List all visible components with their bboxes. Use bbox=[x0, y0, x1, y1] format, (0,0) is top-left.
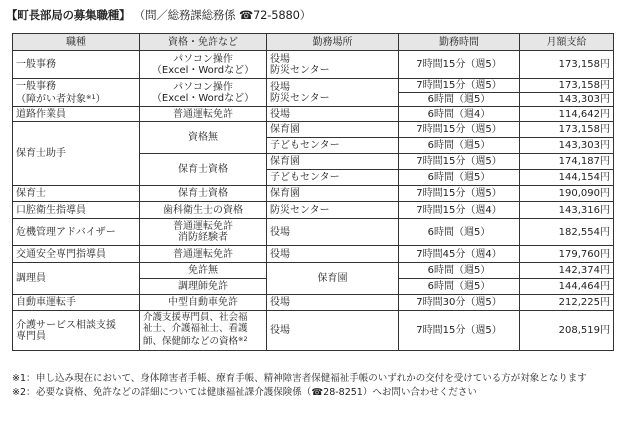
qualification bbox=[140, 311, 267, 351]
qualification: 保育士資格 bbox=[140, 154, 267, 186]
monthly-pay: 144,154円 bbox=[520, 170, 614, 186]
footnotes bbox=[12, 373, 622, 400]
job-name-line: 専門員 bbox=[16, 330, 46, 342]
job-name-line: （障がい者対象 bbox=[16, 93, 86, 105]
qualification bbox=[140, 51, 267, 79]
footnote-mark: ※2 bbox=[238, 335, 248, 344]
qualification-line: （Excel・Wordなど） bbox=[151, 92, 255, 104]
work-hours: 7時間15分（週5） bbox=[399, 154, 520, 170]
table-row bbox=[13, 51, 614, 79]
work-hours: 7時間15分（週5） bbox=[399, 122, 520, 138]
qualification: 普通運転免許 bbox=[140, 246, 267, 263]
qualification-line: パソコン操作 bbox=[173, 53, 233, 65]
qualification-line: 介護支援専門員、社会福 bbox=[143, 312, 248, 324]
job-name: 自動車運転手 bbox=[13, 295, 140, 311]
workplace: 保育園 bbox=[267, 122, 399, 138]
job-name: 口腔衛生指導員 bbox=[13, 202, 140, 219]
job-name: 保育士 bbox=[13, 186, 140, 202]
work-hours: 7時間15分（週5） bbox=[399, 51, 520, 79]
table-row bbox=[13, 219, 614, 246]
qualification bbox=[140, 219, 267, 246]
workplace: 役場 bbox=[267, 219, 399, 246]
qualification: 調理師免許 bbox=[140, 279, 267, 295]
job-name bbox=[13, 79, 140, 107]
work-hours: 6時間（週5） bbox=[399, 138, 520, 154]
qualification-line: パソコン操作 bbox=[173, 81, 233, 93]
qualification: 資格無 bbox=[140, 122, 267, 154]
title-main: 【町長部局の募集職種】 bbox=[6, 8, 131, 22]
job-name bbox=[13, 311, 140, 351]
workplace: 子どもセンター bbox=[267, 170, 399, 186]
footnote-mark: ※1 bbox=[86, 92, 96, 101]
monthly-pay: 179,760円 bbox=[520, 246, 614, 263]
table-row bbox=[13, 186, 614, 202]
monthly-pay: 212,225円 bbox=[520, 295, 614, 311]
monthly-pay: 173,158円 bbox=[520, 122, 614, 138]
qualification-line: （Excel・Wordなど） bbox=[151, 64, 255, 76]
monthly-pay: 142,374円 bbox=[520, 263, 614, 279]
workplace: 役場 bbox=[267, 295, 399, 311]
monthly-pay: 208,519円 bbox=[520, 311, 614, 351]
work-hours: 7時間15分（週5） bbox=[399, 186, 520, 202]
footnote bbox=[12, 373, 622, 385]
workplace-line: 防災センター bbox=[270, 64, 330, 76]
table-row bbox=[13, 295, 614, 311]
monthly-pay: 173,158円 bbox=[520, 51, 614, 79]
job-name-line: 一般事務 bbox=[16, 80, 56, 92]
job-table bbox=[12, 33, 614, 351]
monthly-pay: 173,158円 bbox=[520, 79, 614, 93]
header-hours: 勤務時間 bbox=[399, 34, 520, 51]
monthly-pay: 190,090円 bbox=[520, 186, 614, 202]
workplace: 役場 bbox=[267, 107, 399, 122]
work-hours: 7時間15分（週5） bbox=[399, 311, 520, 351]
qualification: 普通運転免許 bbox=[140, 107, 267, 122]
workplace-line: 防災センター bbox=[270, 92, 330, 104]
job-name: 調理員 bbox=[13, 263, 140, 295]
workplace: 防災センター bbox=[267, 202, 399, 219]
monthly-pay: 144,464円 bbox=[520, 279, 614, 295]
header-job: 職種 bbox=[13, 34, 140, 51]
footnote bbox=[12, 387, 622, 399]
job-name: 保育士助手 bbox=[13, 122, 140, 186]
monthly-pay: 174,187円 bbox=[520, 154, 614, 170]
table-row bbox=[13, 122, 614, 138]
footnote-text: 申し込み現在において、身体障害者手帳、療育手帳、精神障害者保健福祉手帳のいずれかの交付を受けている方が対象となります bbox=[36, 373, 587, 384]
table-row bbox=[13, 202, 614, 219]
table-row bbox=[13, 263, 614, 279]
work-hours: 6時間（週5） bbox=[399, 93, 520, 107]
workplace-line: 役場 bbox=[270, 53, 290, 65]
header-pay: 月額支給 bbox=[520, 34, 614, 51]
job-name-line: ） bbox=[95, 93, 106, 105]
title-contact: （問／総務課総務係 ☎72-5880） bbox=[133, 8, 312, 22]
workplace: 保育園 bbox=[267, 263, 399, 295]
workplace: 役場 bbox=[267, 311, 399, 351]
work-hours: 7時間45分（週4） bbox=[399, 246, 520, 263]
table-row bbox=[13, 311, 614, 351]
job-name-line: 介護サービス相談支援 bbox=[16, 319, 116, 331]
monthly-pay: 182,554円 bbox=[520, 219, 614, 246]
table-row bbox=[13, 107, 614, 122]
qualification bbox=[140, 79, 267, 107]
footnote-id: ※2： bbox=[12, 386, 36, 398]
header-workplace: 勤務場所 bbox=[267, 34, 399, 51]
qualification-line: 師、保健師などの資格 bbox=[143, 336, 239, 348]
header-qualification: 資格・免許など bbox=[140, 34, 267, 51]
table-row bbox=[13, 79, 614, 93]
job-name: 一般事務 bbox=[13, 51, 140, 79]
monthly-pay: 114,642円 bbox=[520, 107, 614, 122]
qualification: 中型自動車免許 bbox=[140, 295, 267, 311]
footnote-id: ※1： bbox=[12, 373, 36, 384]
work-hours: 7時間15分（週4） bbox=[399, 202, 520, 219]
work-hours: 6時間（週5） bbox=[399, 263, 520, 279]
job-name: 道路作業員 bbox=[13, 107, 140, 122]
qualification: 歯科衛生士の資格 bbox=[140, 202, 267, 219]
qualification: 保育士資格 bbox=[140, 186, 267, 202]
work-hours: 7時間15分（週5） bbox=[399, 79, 520, 93]
table-header-row bbox=[13, 34, 614, 51]
qualification: 免許無 bbox=[140, 263, 267, 279]
workplace bbox=[267, 79, 399, 107]
qualification-line: 普通運転免許 bbox=[173, 221, 233, 232]
workplace: 保育園 bbox=[267, 186, 399, 202]
workplace: 子どもセンター bbox=[267, 138, 399, 154]
work-hours: 6時間（週5） bbox=[399, 279, 520, 295]
qualification-line: 消防経験者 bbox=[178, 232, 228, 243]
workplace bbox=[267, 51, 399, 79]
job-name: 危機管理アドバイザー bbox=[13, 219, 140, 246]
workplace: 保育園 bbox=[267, 154, 399, 170]
work-hours: 6時間（週5） bbox=[399, 219, 520, 246]
work-hours: 7時間30分（週5） bbox=[399, 295, 520, 311]
monthly-pay: 143,316円 bbox=[520, 202, 614, 219]
qualification-line: 祉士、介護福祉士、看護 bbox=[143, 322, 248, 334]
table-row bbox=[13, 246, 614, 263]
footnote-text: 必要な資格、免許などの詳細については健康福祉課介護保険係（☎28-8251）へお問い合わせください bbox=[36, 386, 477, 398]
monthly-pay: 143,303円 bbox=[520, 93, 614, 107]
monthly-pay: 143,303円 bbox=[520, 138, 614, 154]
page-title bbox=[6, 7, 311, 23]
work-hours: 6時間（週5） bbox=[399, 170, 520, 186]
workplace: 役場 bbox=[267, 246, 399, 263]
workplace-line: 役場 bbox=[270, 81, 290, 93]
job-name: 交通安全専門指導員 bbox=[13, 246, 140, 263]
work-hours: 6時間（週4） bbox=[399, 107, 520, 122]
